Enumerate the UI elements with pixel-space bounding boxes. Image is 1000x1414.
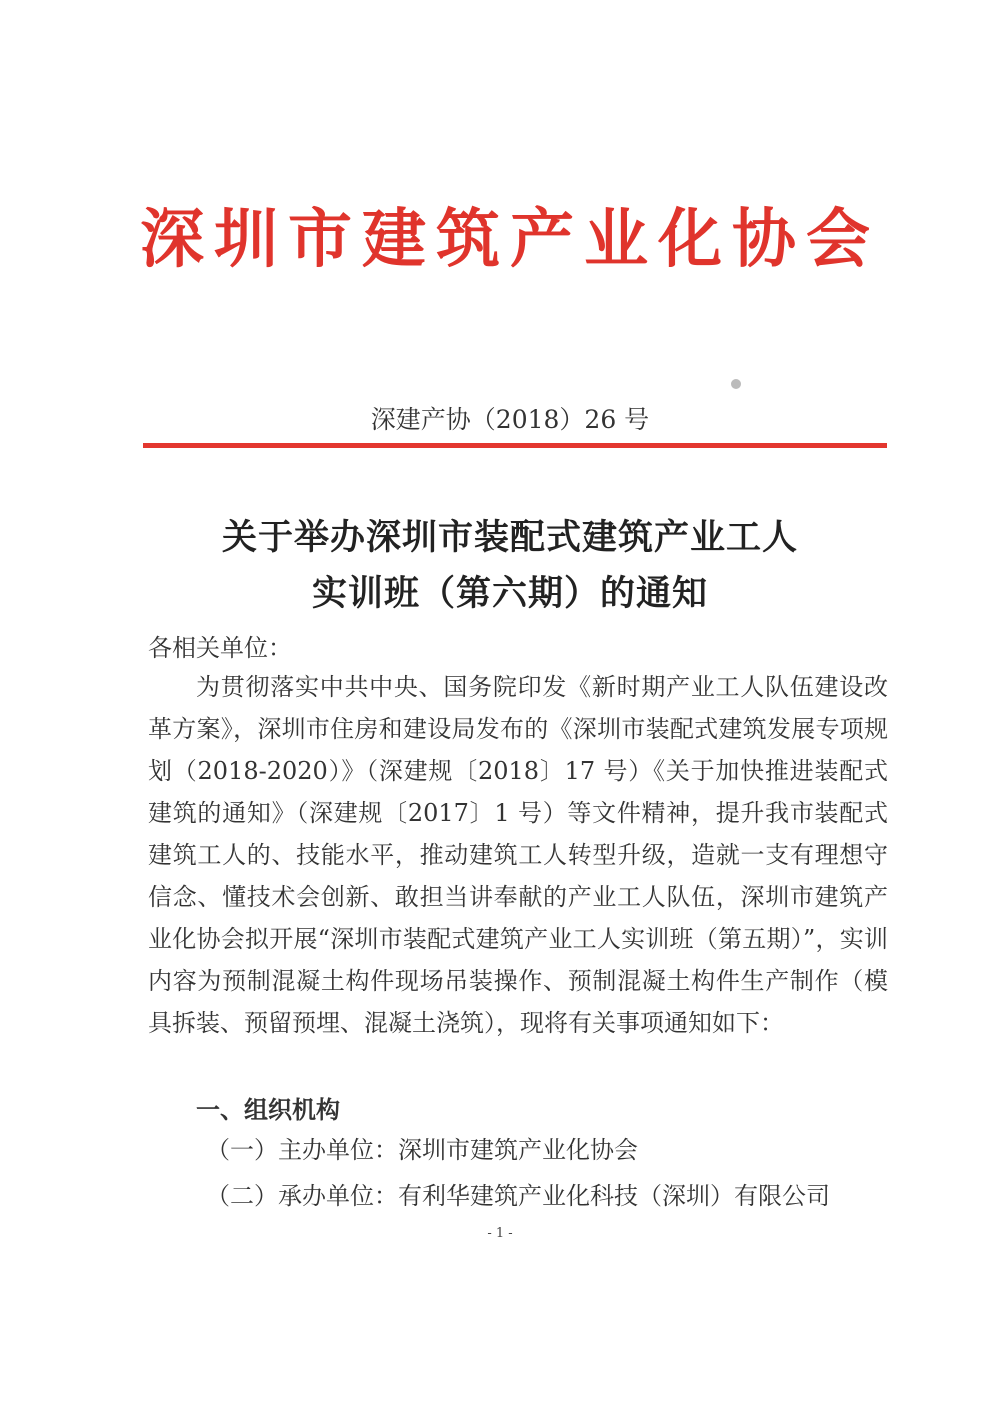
co-organizer-value: 有利华建筑产业化科技（深圳）有限公司 [398,1182,830,1210]
notice-title-line2: 实训班（第六期）的通知 [311,573,708,614]
scan-spot [731,379,741,389]
organizer-value: 深圳市建筑产业化协会 [398,1136,638,1164]
section-heading-organization: 一、组织机构 [196,1095,340,1124]
notice-title-line1: 关于举办深圳市装配式建筑产业工人 [221,517,798,558]
co-organizer-line [206,1176,830,1211]
co-organizer-label: （二）承办单位： [206,1182,398,1210]
organizer-label: （一）主办单位： [206,1136,398,1164]
body-paragraph: 为贯彻落实中共中央、国务院印发《新时期产业工人队伍建设改革方案》，深圳市住房和建设局发布的《深圳市装配式建筑发展专项规划（2018-2020）》（深建规〔2018〕17 号）《关于加快推进装配式建筑的通知》（深建规〔2017〕1 号）等文件精神，提升我市装配式建筑工人的、技能水平，推动建筑工人转型升级，造就一支有理想守信念、懂技术会创新、敢担当讲奉献的产业工人队伍，深圳市建筑产业化协会拟开展“深圳市装配式建筑产业工人实训班（第五期）”，实训内容为预制混凝土构件现场吊装操作、预制混凝土构件生产制作（模具拆装、预留预埋、混凝土浇筑），现将有关事项通知如下： [148,673,888,1037]
letterhead-org-name: 深圳市建筑产业化协会 [140,202,880,277]
salutation: 各相关单位： [148,634,292,662]
organizer-line [206,1130,638,1165]
page-number: - 1 - [487,1226,513,1241]
document-number: 深建产协（2018）26 号 [370,405,650,434]
red-separator-rule [143,443,887,448]
